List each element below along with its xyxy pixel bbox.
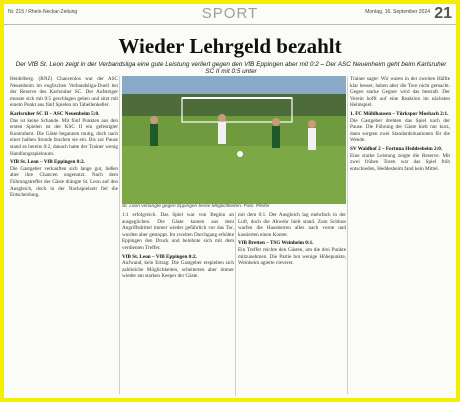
football-scene-image [122,76,346,204]
date-label: Montag, 16. September 2024 [365,9,430,15]
article-headline: Wieder Lehrgeld bezahlt [118,34,342,58]
column-text: Heidelberg. (RNZ) Chancenlos war der ASC Neuenheim im englischen Verbandsliga-Duell bei der Reserve des Karlsruher SC. Der Aufsteiger musste sich mit 0:5 geschlagen geben und sitzt mit einem Punkt aus fünf Spielen im Tabellenkeller. [10,76,118,109]
page-number: 21 [434,5,452,22]
match-subheading: VfB St. Leon – VfB Eppingen 0:2. [122,253,197,260]
article-column-1 [10,76,118,394]
column-text: Die Gastgeber drehten das Spiel nach der Pause. Die Führung der Gäste hielt nur kurz, dann sorgten zwei Standardsituationen für die Wende. [350,117,450,144]
article-column-2 [122,212,234,396]
match-subheading: SV Waldhof 2 – Fortuna Heddesheim 2:0. [350,145,443,152]
match-subheading: VfB St. Leon – VfB Eppingen 0:2. [10,159,85,166]
article-lead: Der VfB St. Leon zeigt in der Verbandsliga eine gute Leistung verliert gegen den VfB Eppingen aber mit 0:2 – Der ASC Neuenheim geht beim Karlsruher SC II mit 0:5 unter [15,61,447,76]
column-divider [119,76,120,394]
match-subheading: Karlsruher SC II – ASC Neuenheim 5:0. [10,110,100,117]
issue-label: Nr. 215 / Rhein-Neckar-Zeitung [8,9,78,15]
match-photo [122,76,346,204]
column-divider [235,212,236,396]
column-text: Die Gastgeber verkauften sich lange gut, ließen aber ihre Chancen ungenutzt. Nach dem Führungstreffer der Gäste drängte St. Leon auf den Ausgleich, doch in der Nachspielzeit fiel die Entscheidung. [10,165,118,199]
article-column-3 [238,212,346,396]
column-text: Das ist keine Schande. Mit fünf Punkten aus den ersten Spielen ist der KSC II ein gefestigter Kontrahent. Die Gäste begannen mutig, doch nach einer halben Stunde brachen sie ein. Bis zur Pause stand es bereits 0:2, danach hatte der Trainer wenig Handlungsspielraum. [10,117,118,157]
match-subheading: 1. FC Mühlhausen – Türkspor Mosbach 2:1. [350,110,449,117]
page-header [4,4,456,25]
newspaper-page [4,4,456,398]
match-subheading: VfB Bretten – TSG Weinheim 0:1. [238,240,314,247]
column-text: Ein Treffer reichte den Gästen, um die drei Punkte mitzunehmen. Die Partie bot wenige Höhepunkte, Weinheim agierte cleverer. [238,246,346,267]
column-text: mit dem 0:1. Der Ausgleich lag mehrfach in der Luft, doch die Abwehr hielt stand. Zum Schluss warfen die Hausherren alles nach vorne und kassierten einen Konter. [238,212,346,238]
column-text: Trainer sagte: Wir waren in der zweiten Hälfte klar besser, haben aber die Tore nicht gemacht. Gegen starke Gegner wird das bestraft. Der Verein hofft auf eine Reaktion im nächsten Heimspiel. [350,76,450,109]
photo-caption: St. Leon verlangte gegen Eppingen beste Möglichkeiten. Foto: Pfeifer [122,204,270,209]
column-text: 1:1 erfolgreich. Das Spiel war von Beginn an ausgeglichen. Die Gäste kamen aus dem Angriffsdrittel immer wieder gefährlich vor das Tor, wurden aber gestoppt. Im zweiten Durchgang erhöhte Eppingen den Druck und belohnte sich mit dem verdienten Treffer. [122,212,234,251]
section-title: SPORT [201,5,259,22]
column-divider [347,76,348,394]
column-text: Aufwand, kein Ertrag: Die Gastgeber erspielten sich zahlreiche Möglichkeiten, scheiterten aber immer wieder am starken Keeper der Gäste. [122,260,234,280]
column-text: Eine starke Leistung zeigte die Reserve. Mit zwei frühen Toren war das Spiel früh entschieden, Heddesheim fand kein Mittel. [350,152,450,172]
article-column-4 [350,76,450,394]
